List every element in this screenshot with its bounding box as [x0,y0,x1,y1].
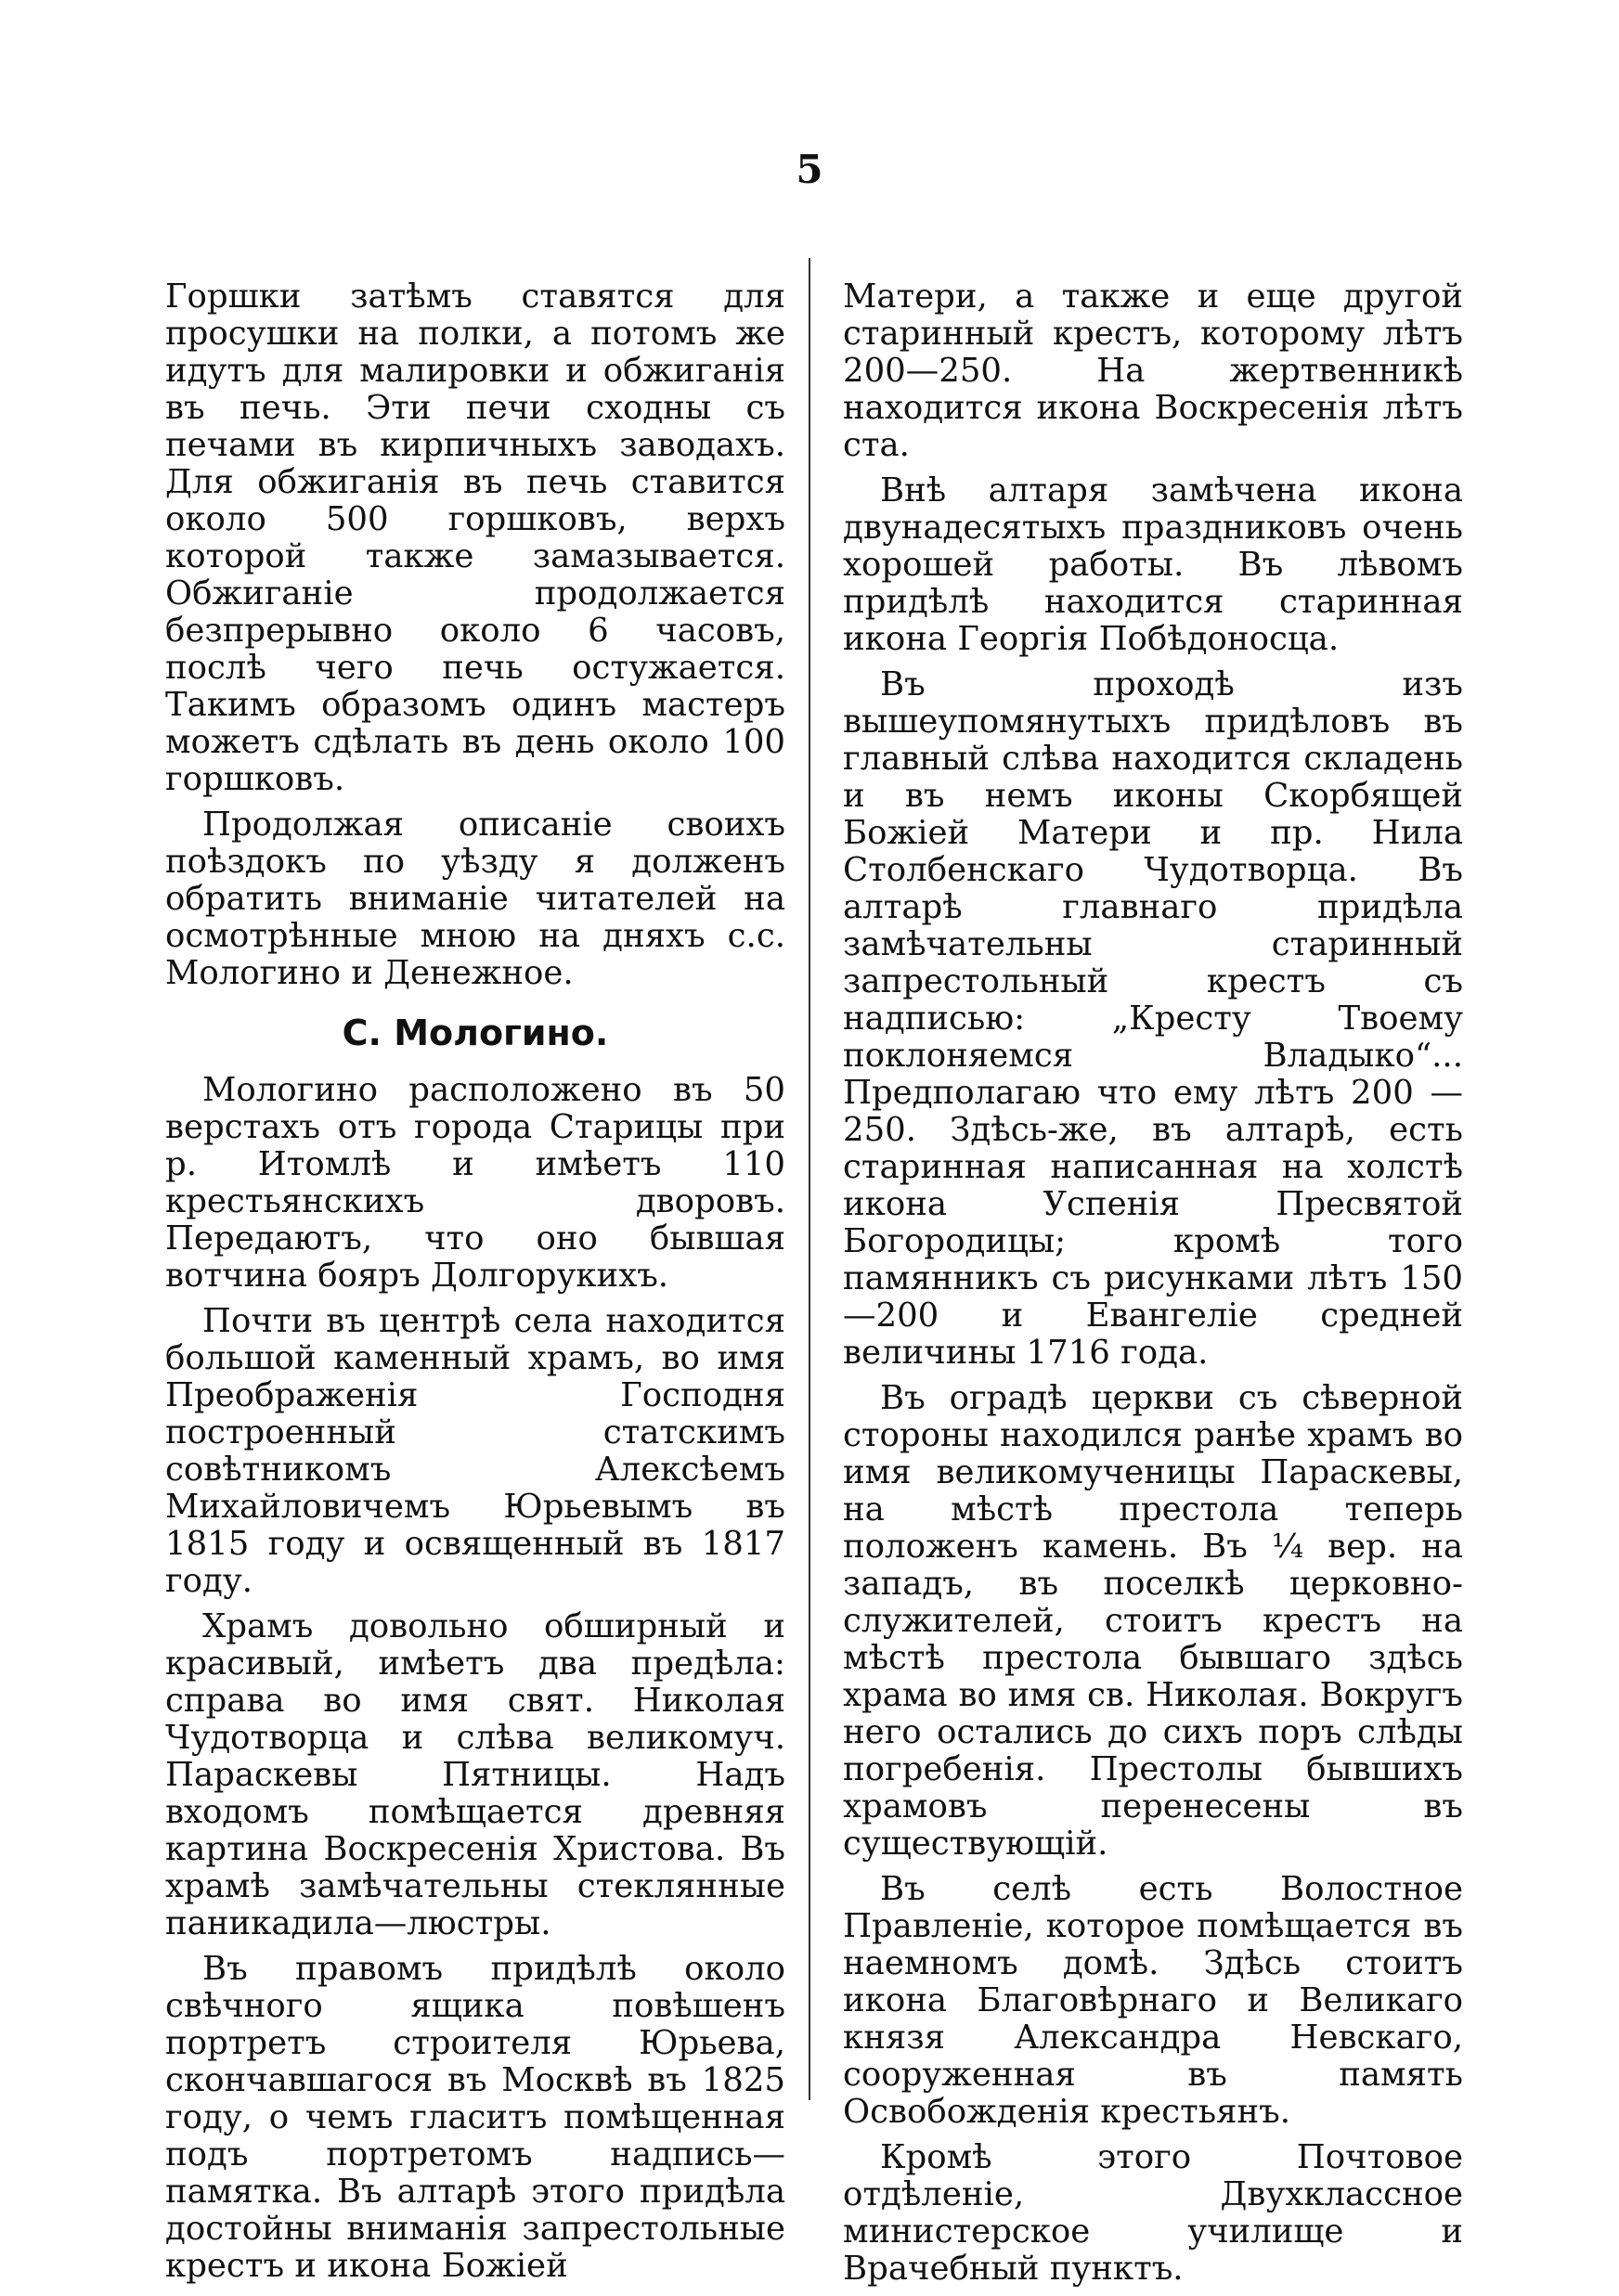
left-paragraph-4: Почти въ центрѣ села находится большой каменный храмъ, во имя Преображенія Господня построенный статскимъ совѣтникомъ Алексѣемъ Михайловичемъ Юрьевымъ въ 1815 году и освященный въ 1817 году. [165,1302,785,1600]
left-paragraph-5: Храмъ довольно обширный и красивый, имѣетъ два предѣла: справа во имя свят. Николая Чудотворца и слѣва великомуч. Параскевы Пятницы. Надъ входомъ помѣщается древняя картина Воскресенія Христова. Въ храмѣ замѣчательны стеклянные паникадила—люстры. [165,1607,785,1942]
right-paragraph-4: Въ оградѣ церкви съ сѣверной стороны находился ранѣе храмъ во имя великомученицы Параскевы, на мѣстѣ престола теперь положенъ камень. Въ ¼ вер. на западъ, въ поселкѣ церковно-служителей, стоитъ крестъ на мѣстѣ престола бывшаго здѣсь храма во имя св. Николая. Вокругъ него остались до сихъ поръ слѣды погребенія. Престолы бывшихъ храмовъ перенесены въ существующій. [843,1379,1463,1863]
page-number: 5 [796,147,823,192]
left-paragraph-2: Продолжая описаніе своихъ поѣздокъ по уѣзду я долженъ обратить вниманіе читателей на осмотрѣнные мною на дняхъ с.с. Мологино и Денежное. [165,806,785,992]
right-paragraph-6: Кромѣ этого Почтовое отдѣленіе, Двухклассное министерское училище и Врачебный пунктъ. [843,2138,1463,2288]
right-paragraph-2: Внѣ алтаря замѣчена икона двунадесятыхъ праздниковъ очень хорошей работы. Въ лѣвомъ придѣлѣ находится старинная икона Георгія Побѣдоносца. [843,471,1463,658]
right-paragraph-1: Матери, а также и еще другой старинный крестъ, которому лѣтъ 200—250. На жертвенникѣ находится икона Воскресенія лѣтъ ста. [843,277,1463,464]
left-paragraph-1: Горшки затѣмъ ставятся для просушки на полки, а потомъ же идутъ для малировки и обжиганія въ печь. Эти печи сходны съ печами въ кирпичныхъ заводахъ. Для обжиганія въ печь ставится около 500 горшковъ, верхъ которой также замазывается. Обжиганіе продолжается безпрерывно около 6 часовъ, послѣ чего печь остужается. Такимъ образомъ одинъ мастеръ можетъ сдѣлать въ день около 100 горшковъ. [165,277,785,798]
left-paragraph-6: Въ правомъ придѣлѣ около свѣчного ящика повѣшенъ портретъ строителя Юрьева, скончавшагося въ Москвѣ въ 1825 году, о чемъ гласитъ помѣщенная подъ портретомъ надпись—памятка. Въ алтарѣ этого придѣла достойны вниманія запрестольные крестъ и икона Божіей [165,1950,785,2285]
section-heading: С. Мологино. [342,1013,609,1053]
right-paragraph-5: Въ селѣ есть Волостное Правленіе, которое помѣщается въ наемномъ домѣ. Здѣсь стоитъ икона Благовѣрнаго и Великаго князя Александра Невскаго, сооруженная въ память Освобожденія крестьянъ. [843,1870,1463,2131]
left-paragraph-3: Мологино расположено въ 50 верстахъ отъ города Старицы при р. Итомлѣ и имѣетъ 110 крестьянскихъ дворовъ. Передаютъ, что оно бывшая вотчина бояръ Долгорукихъ. [165,1071,785,1295]
right-column [843,278,1463,2296]
column-divider [809,258,810,2100]
left-column [165,278,785,2293]
right-paragraph-3: Въ проходѣ изъ вышеупомянутыхъ придѣловъ въ главный слѣва находится складень и въ немъ иконы Скорбящей Божіей Матери и пр. Нила Столбенскаго Чудотворца. Въ алтарѣ главнаго придѣла замѣчательны старинный запрестольный крестъ съ надписью: „Кресту Твоему поклоняемся Владыко“... Предполагаю что ему лѣтъ 200 — 250. Здѣсь-же, въ алтарѣ, есть старинная написанная на холстѣ икона Успенія Пресвятой Богородицы; кромѣ того памянникъ съ рисунками лѣтъ 150—200 и Евангеліе средней величины 1716 года. [843,665,1463,1372]
